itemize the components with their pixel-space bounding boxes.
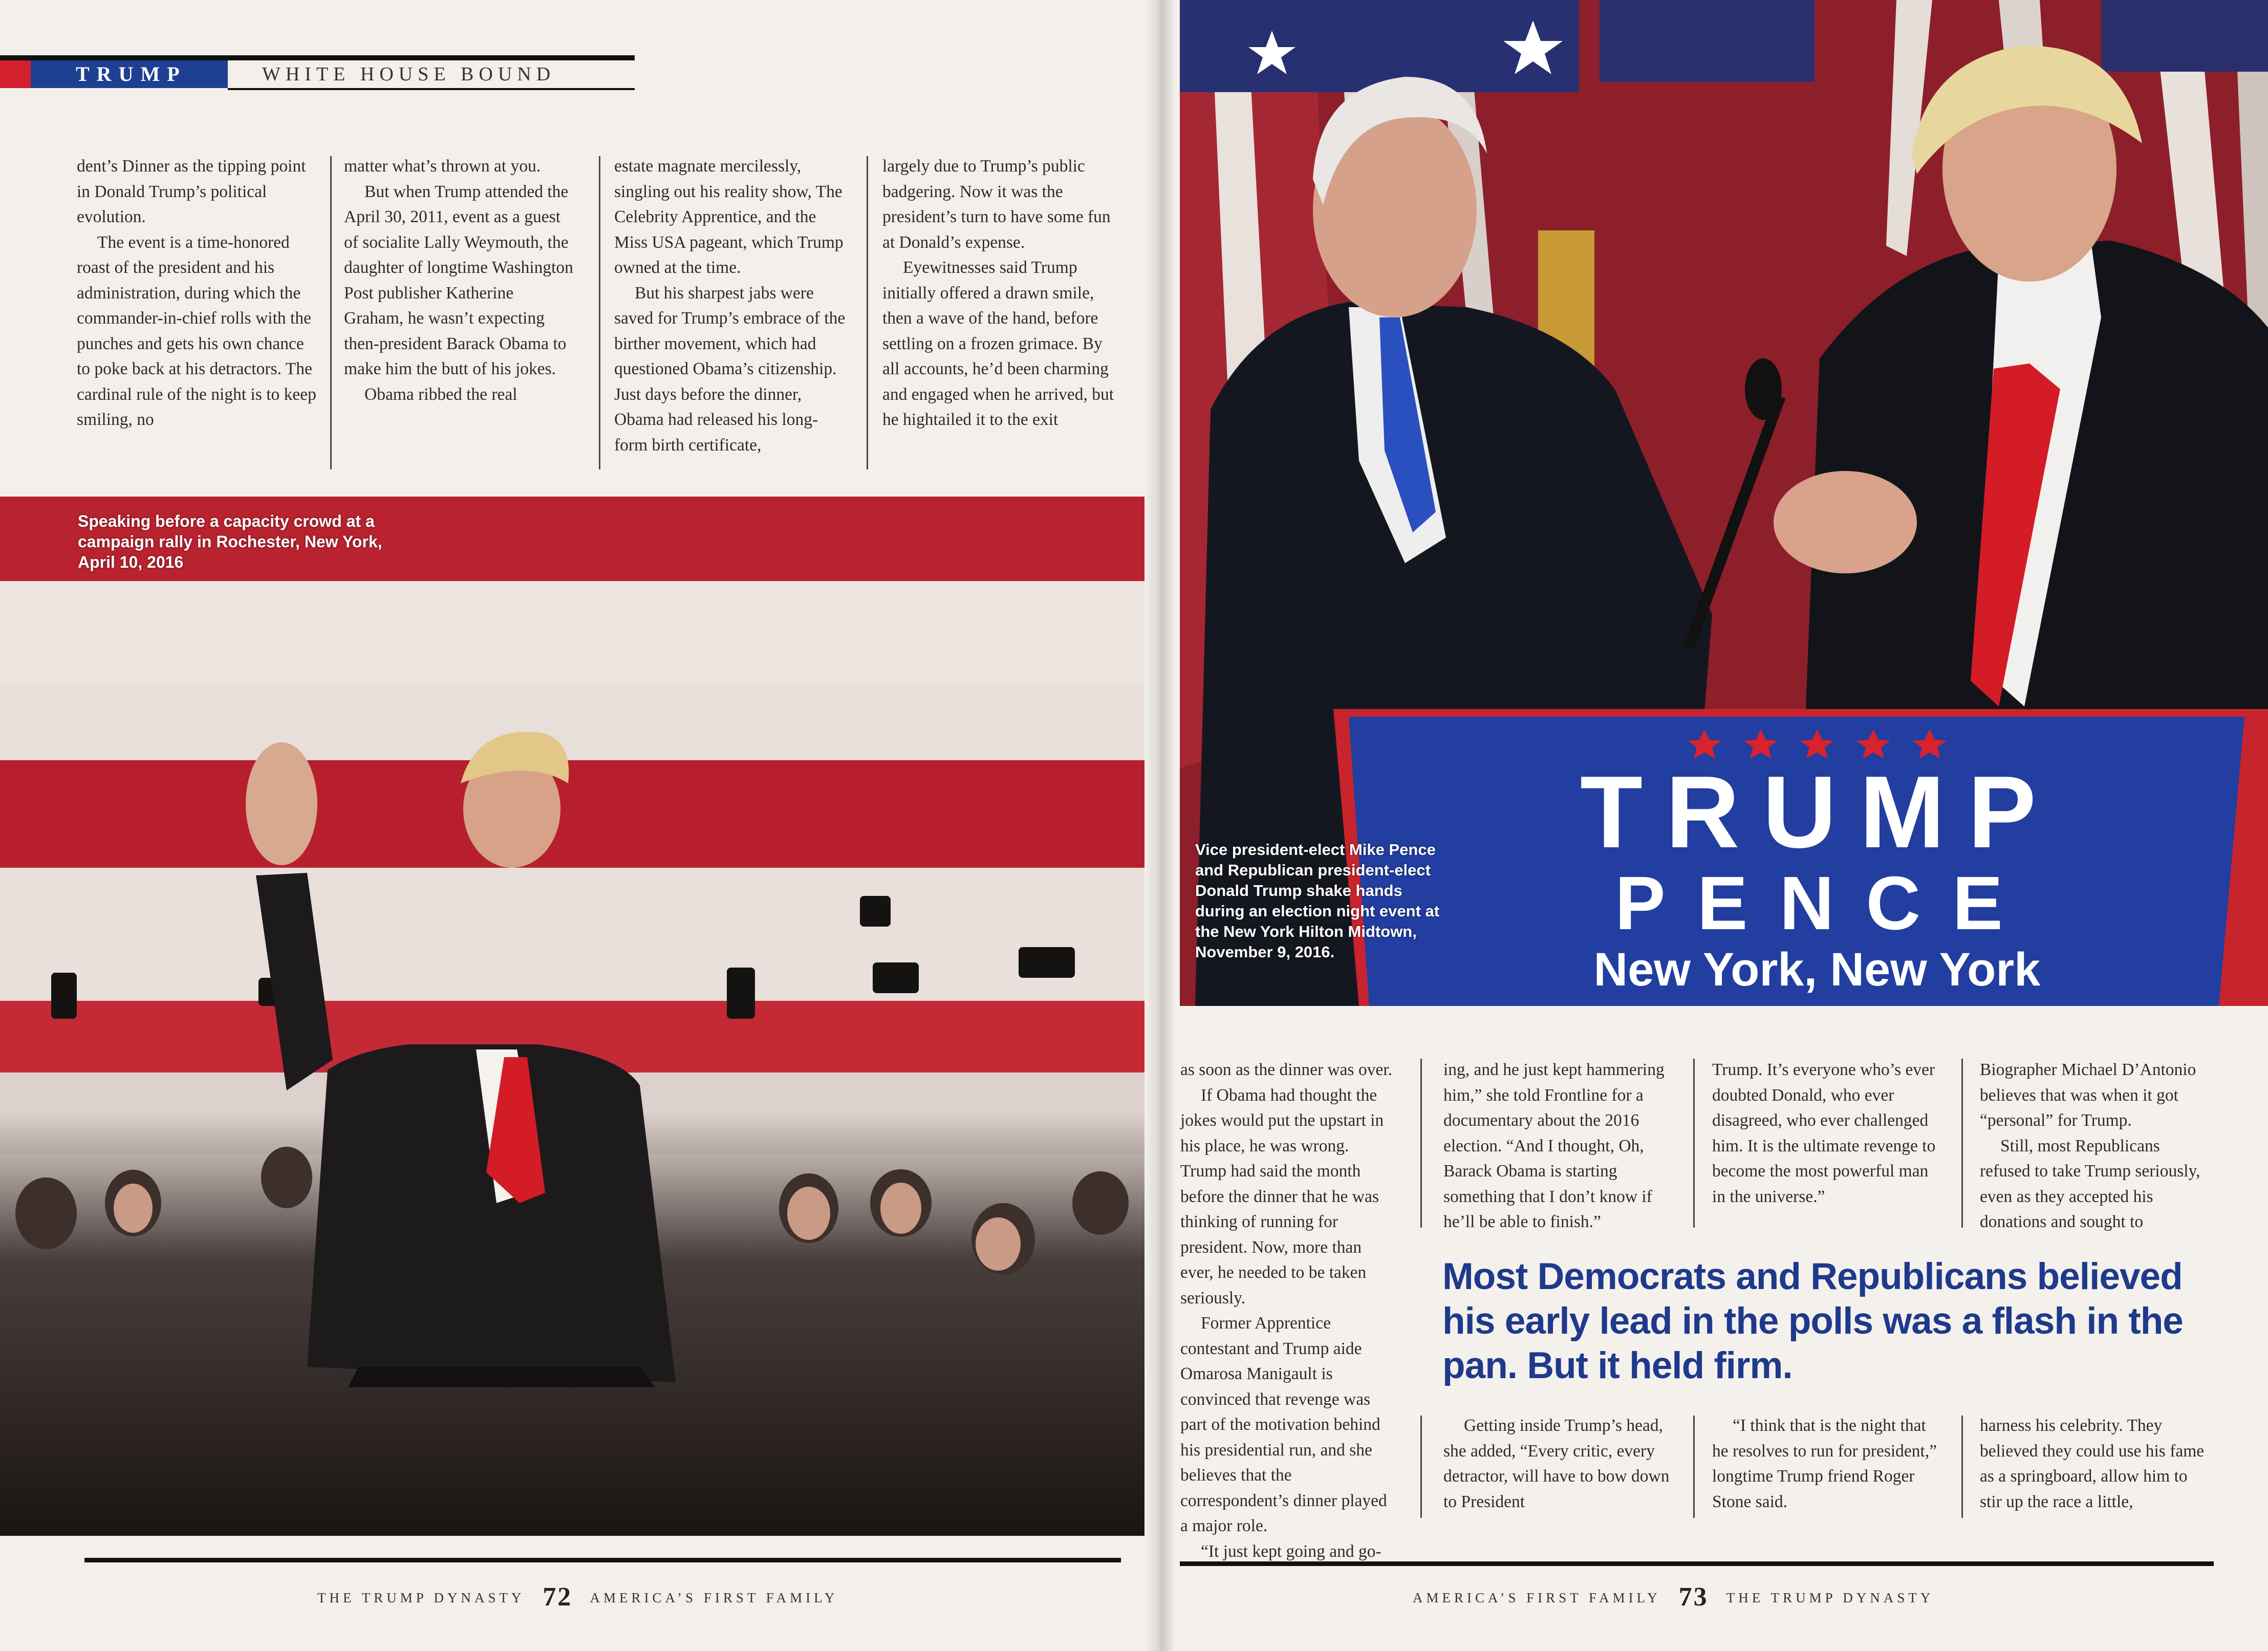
paragraph: Trump. It’s everyone who’s ever doubted Donald, who ever disagreed, who ever challenged him. It is the ultimate revenge to become the most powerful man in the universe.”: [1712, 1060, 1936, 1206]
column-rule: [1961, 1416, 1963, 1518]
running-head-section: WHITE HOUSE BOUND: [262, 63, 556, 85]
right-column-4: [1980, 1057, 2205, 1235]
left-column-1: [77, 154, 317, 433]
column-rule: [599, 156, 600, 469]
page-number: 72: [543, 1582, 573, 1612]
paragraph: estate magnate mercilessly, singling out his reality show, The Celebrity Apprentice, and the Miss USA pageant, which Trump owned at the time.: [614, 157, 844, 277]
podium-sign: [1333, 709, 2268, 1006]
paragraph: Getting inside Trump’s head, she added, “Every critic, every detractor, will have to bow down to President: [1443, 1416, 1670, 1511]
podium-location-text: New York, New York: [1593, 944, 2041, 996]
column-rule: [1693, 1416, 1695, 1518]
paragraph: But when Trump attended the April 30, 2011, event as a guest of socialite Lally Weymouth, the daughter of longtime Washington Post publisher Katherine Graham, he wasn’t expecting then-president Barack Obama to make him the butt of his jokes.: [344, 182, 573, 378]
paragraph: largely due to Trump’s public badgering. Now it was the president’s turn to have some fun at Donald’s expense.: [882, 157, 1111, 252]
folio-publication: THE TRUMP DYNASTY: [1726, 1590, 1934, 1605]
left-column-3: [614, 154, 851, 458]
rally-photo: [0, 497, 1144, 1536]
folio-right: [1413, 1582, 1934, 1612]
column-rule: [1420, 1416, 1422, 1518]
footer-rule: [84, 1558, 1121, 1562]
right-column-1: [1180, 1057, 1395, 1564]
paragraph: harness his celebrity. They believed they could use his fame as a springboard, allow him to stir up the race a little,: [1980, 1416, 2205, 1511]
right-column-5: [1443, 1413, 1681, 1514]
paragraph: Still, most Republicans refused to take Trump seriously, even as they accepted his donations and sought to: [1980, 1136, 2200, 1231]
column-rule: [867, 156, 868, 469]
paragraph: Biographer Michael D’Antonio believes that was when it got “personal” for Trump.: [1980, 1060, 2196, 1130]
left-column-2: [344, 154, 573, 407]
paragraph: ing, and he just kept hammering him,” she told Frontline for a documentary about the 2016 election. “And I thought, Oh, Barack Obama is starting something that I don’t know if he’ll be able to finish.”: [1443, 1060, 1665, 1231]
right-column-3: [1712, 1057, 1945, 1209]
folio-section: AMERICA’S FIRST FAMILY: [1413, 1590, 1660, 1605]
paragraph: But his sharpest jabs were saved for Trump’s embrace of the birther movement, which had questioned Obama’s citizenship. Just days before the dinner, Obama had released his long-form birth certificate,: [614, 283, 846, 455]
running-head-rule: [0, 55, 635, 60]
running-head-tag: TRUMP: [31, 60, 228, 88]
column-rule: [1420, 1059, 1422, 1228]
podium-trump-text: TRUMP: [1580, 755, 2060, 869]
paragraph: dent’s Dinner as the tipping point in Donald Trump’s political evolution.: [77, 157, 306, 226]
left-column-4: [882, 154, 1119, 433]
running-head: [0, 55, 635, 91]
paragraph: Former Apprentice contestant and Trump aide Omarosa Manigault is convinced that revenge was part of the motivation behind his presidential run, and she believes that the correspondent’s dinner played a major role.: [1180, 1314, 1387, 1535]
folio-left: [317, 1582, 838, 1612]
folio-section: AMERICA’S FIRST FAMILY: [590, 1590, 838, 1605]
column-rule: [1961, 1059, 1963, 1228]
right-page: [1152, 0, 2268, 1651]
rally-photo-caption: Speaking before a capacity crowd at a campaign rally in Rochester, New York, April 10, 2016: [78, 512, 382, 571]
footer-rule: [1180, 1561, 2214, 1566]
spine-gutter: [1144, 0, 1175, 1651]
right-column-6: [1712, 1413, 1945, 1514]
rally-photo-art: [0, 497, 1144, 1536]
paragraph: “It just kept going and go-: [1201, 1541, 1381, 1561]
column-rule: [330, 156, 332, 469]
folio-publication: THE TRUMP DYNASTY: [317, 1590, 525, 1605]
page-number: 73: [1678, 1582, 1709, 1612]
paragraph: Obama ribbed the real: [364, 384, 517, 404]
paragraph: If Obama had thought the jokes would put the upstart in his place, he was wrong. Trump had said the month before the dinner that he was thinking of running for president. Now, more than ever, he needed to be taken seriously.: [1180, 1085, 1384, 1307]
column-rule: [1693, 1059, 1695, 1228]
handshake-photo-caption: Vice president-elect Mike Pence and Republican president-elect Donald Trump shake hands during an election night event at the New York Hilton Midtown, November 9, 2016.: [1195, 841, 1440, 961]
paragraph: “I think that is the night that he resolves to run for president,” longtime Trump friend Roger Stone said.: [1712, 1416, 1937, 1511]
paragraph: matter what’s thrown at you.: [344, 157, 541, 176]
running-head-underline: [228, 88, 635, 90]
paragraph: as soon as the dinner was over.: [1180, 1060, 1393, 1079]
handshake-photo: [1180, 0, 2268, 1006]
paragraph: Eyewitnesses said Trump initially offered a drawn smile, then a wave of the hand, before settling on a frozen grimace. By all accounts, he’d been charming and engaged when he arrived, but he hightailed it to the exit: [882, 258, 1114, 429]
running-head-red-block: [0, 60, 31, 88]
right-column-2: [1443, 1057, 1681, 1235]
paragraph: The event is a time-honored roast of the president and his administration, during which the commander-in-chief rolls with the punches and gets his own chance to poke back at his detractors. The cardinal rule of the night is to keep smiling, no: [77, 232, 316, 429]
pull-quote: Most Democrats and Republicans believed his early lead in the polls was a flash in the pan. But it held firm.: [1442, 1256, 2183, 1386]
podium-pence-text: PENCE: [1615, 861, 2035, 946]
right-column-7: [1980, 1413, 2205, 1514]
